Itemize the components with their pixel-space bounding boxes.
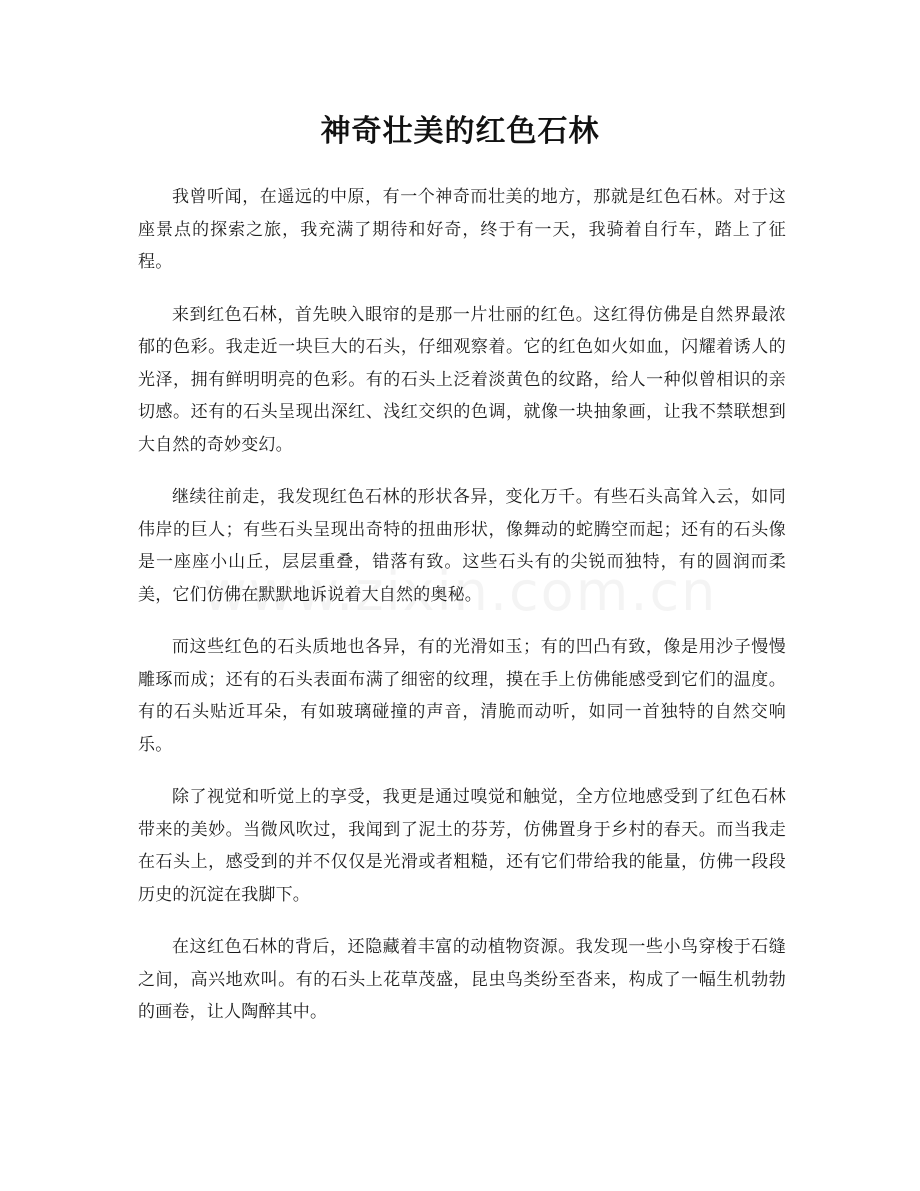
- article-body: [138, 181, 786, 1049]
- paragraph-1: 我曾听闻，在遥远的中原，有一个神奇而壮美的地方，那就是红色石林。对于这座景点的探索之旅，我充满了期待和好奇，终于有一天，我骑着自行车，踏上了征程。: [138, 187, 786, 272]
- paragraph-4: 而这些红色的石头质地也各异，有的光滑如玉；有的凹凸有致，像是用沙子慢慢雕琢而成；还有的石头表面布满了细密的纹理，摸在手上仿佛能感受到它们的温度。有的石头贴近耳朵，有如玻璃碰撞的声音，清脆而动听，如同一首独特的自然交响乐。: [138, 637, 786, 755]
- page-title: 神奇壮美的红色石林: [320, 114, 600, 149]
- paragraph-2: 来到红色石林，首先映入眼帘的是那一片壮丽的红色。这红得仿佛是自然界最浓郁的色彩。我走近一块巨大的石头，仔细观察着。它的红色如火如血，闪耀着诱人的光泽，拥有鲜明明亮的色彩。有的石头上泛着淡黄色的纹路，给人一种似曾相识的亲切感。还有的石头呈现出深红、浅红交织的色调，就像一块抽象画，让我不禁联想到大自然的奇妙变幻。: [138, 304, 786, 455]
- paragraph-3: 继续往前走，我发现红色石林的形状各异，变化万千。有些石头高耸入云，如同伟岸的巨人；有些石头呈现出奇特的扭曲形状，像舞动的蛇腾空而起；还有的石头像是一座座小山丘，层层重叠，错落有致。这些石头有的尖锐而独特，有的圆润而柔美，它们仿佛在默默地诉说着大自然的奥秘。: [138, 487, 786, 605]
- paragraph-6: 在这红色石林的背后，还隐藏着丰富的动植物资源。我发现一些小鸟穿梭于石缝之间，高兴地欢叫。有的石头上花草茂盛，昆虫鸟类纷至沓来，构成了一幅生机勃勃的画卷，让人陶醉其中。: [138, 937, 786, 1022]
- paragraph-5: 除了视觉和听觉上的享受，我更是通过嗅觉和触觉，全方位地感受到了红色石林带来的美妙。当微风吹过，我闻到了泥土的芬芳，仿佛置身于乡村的春天。而当我走在石头上，感受到的并不仅仅是光滑或者粗糙，还有它们带给我的能量，仿佛一段段历史的沉淀在我脚下。: [138, 787, 786, 905]
